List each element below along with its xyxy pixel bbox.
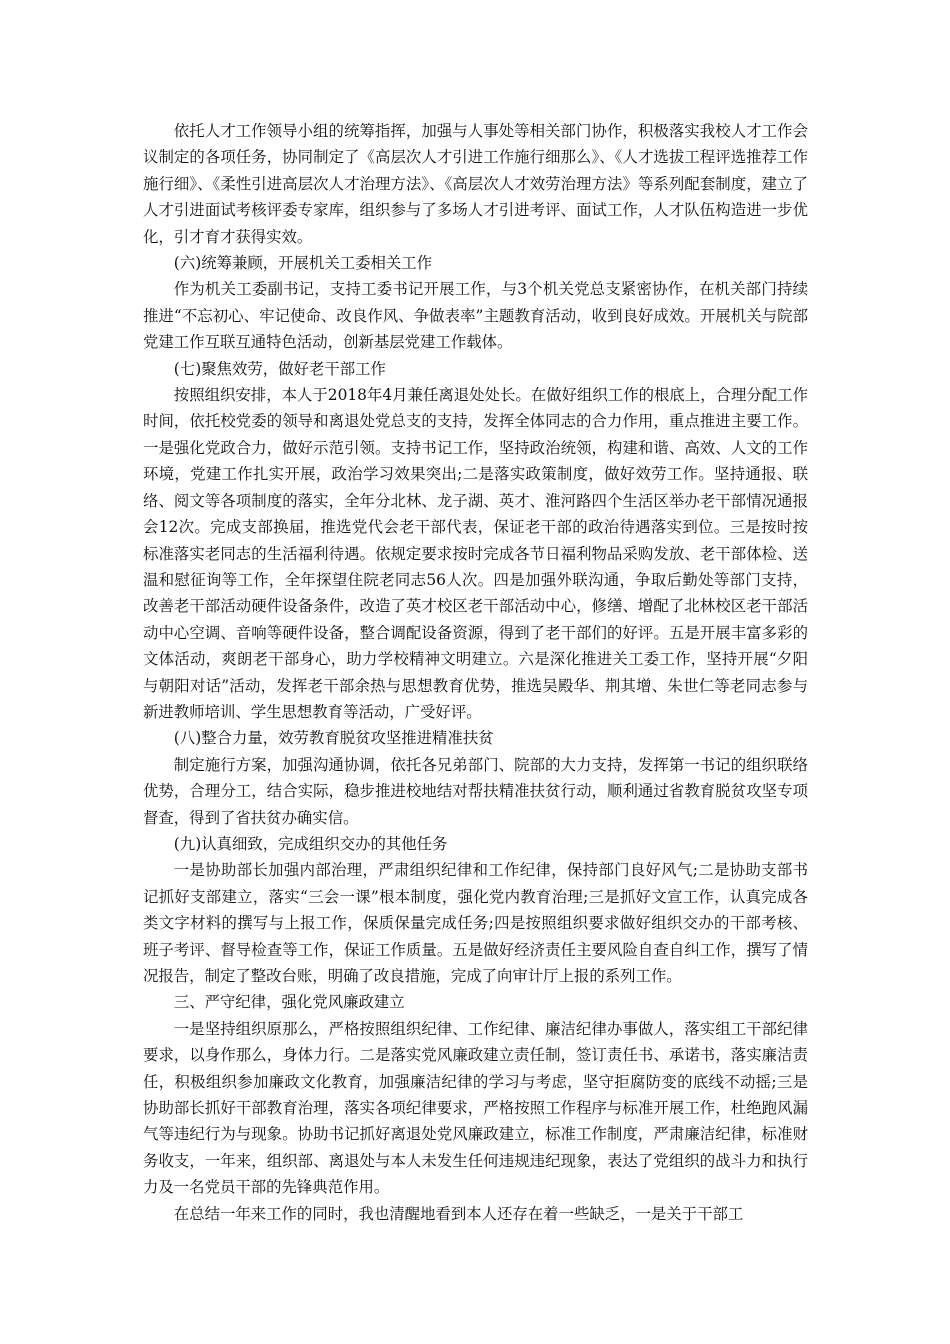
heading-section-9: (九)认真细致，完成组织交办的其他任务 [173, 834, 448, 853]
paragraph-other-tasks: 一是协助部长加强内部治理，严肃组织纪律和工作纪律，保持部门良好风气;二是协助支部书记抓好支部建立，落实“三会一课”根本制度，强化党内教育治理;三是抓好文宣工作，认真完成各类文字材料的撰写与上报工作，保质保量完成任务;四是按照组织要求做好组织交办的干部考核、班子考评、督导检查等工作，保证工作质量。五是做好经济责任主要风险自查自纠工作，撰写了情况报告，制定了整改台账，明确了改良措施，完成了向审计厅上报的系列工作。 [143, 861, 808, 985]
paragraph-retired-cadres: 按照组织安排，本人于2018年4月兼任离退处处长。在做好组织工作的根底上，合理分配工作时间，依托校党委的领导和离退处党总支的支持，发挥全体同志的合力作用，重点推进主要工作。一是强化党政合力，做好示范引领。支持书记工作，坚持政治统领，构建和谐、高效、人文的工作环境，党建工作扎实开展，政治学习效果突出;二是落实政策制度，做好效劳工作。坚持通报、联络、阅文等各项制度的落实，全年分北林、龙子湖、英才、淮河路四个生活区举办老干部情况通报会12次。完成支部换届，推选党代会老干部代表，保证老干部的政治待遇落实到位。三是按时按标准落实老同志的生活福利待遇。依规定要求按时完成各节日福利物品采购发放、老干部体检、送温和慰征询等工作，全年探望住院老同志56人次。四是加强外联沟通，争取后勤处等部门支持，改善老干部活动硬件设备条件，改造了英才校区老干部活动中心，修缮、增配了北林校区老干部活动中心空调、音响等硬件设备，整合调配设备资源，得到了老干部们的好评。五是开展丰富多彩的文体活动，爽朗老干部身心，助力学校精神文明建立。六是深化推进关工委工作，坚持开展“夕阳与朝阳对话”活动，发挥老干部余热与思想教育优势，推选吴殿华、荆其增、朱世仁等老同志参与新进教师培训、学生思想教育等活动，广受好评。 [143, 386, 808, 721]
paragraph-discipline: 一是坚持组织原那么，严格按照组织纪律、工作纪律、廉洁纪律办事做人，落实组工干部纪律要求，以身作那么，身体力行。二是落实党风廉政建立责任制，签订责任书、承诺书，落实廉洁责任，积极组织参加廉政文化教育，加强廉洁纪律的学习与考虑，坚守拒腐防变的底线不动摇;三是协助部长抓好干部教育治理，落实各项纪律要求，严格按照工作程序与标准开展工作，杜绝跑风漏气等违纪行为与现象。协助书记抓好离退处党风廉政建立，标准工作制度，严肃廉洁纪律，标准财务收支，一年来，组织部、离退处与本人未发生任何违规违纪现象，表达了党组织的战斗力和执行力及一名党员干部的先锋典范作用。 [143, 1019, 808, 1197]
paragraph-shortcomings: 在总结一年来工作的同时，我也清醒地看到本人还存在着一些缺乏，一是关于干部工 [173, 1204, 744, 1223]
heading-section-8: (八)整合力量，效劳教育脱贫攻坚推进精准扶贫 [173, 729, 494, 748]
document-body [143, 118, 808, 1227]
paragraph-party-committee: 作为机关工委副书记，支持工委书记开展工作，与3个机关党总支紧密协作，在机关部门持续推进“不忘初心、牢记使命、改良作风、争做表率”主题教育活动，收到良好成效。开展机关与院部党建工作互联互通特色活动，创新基层党建工作载体。 [143, 280, 808, 352]
heading-section-6: (六)统筹兼顾，开展机关工委相关工作 [173, 254, 433, 273]
paragraph-talent-work: 依托人才工作领导小组的统筹指挥，加强与人事处等相关部门协作，积极落实我校人才工作会议制定的各项任务，协同制定了《高层次人才引进工作施行细那么》、《人才选拔工程评选推荐工作施行细》、《柔性引进高层次人才治理方法》、《高层次人才效劳治理方法》等系列配套制度，建立了人才引进面试考核评委专家库，组织参与了多场人才引进考评、面试工作，人才队伍构造进一步优化，引才育才获得实效。 [143, 122, 808, 246]
paragraph-poverty-alleviation: 制定施行方案，加强沟通协调，依托各兄弟部门、院部的大力支持，发挥第一书记的组织联络优势，合理分工，结合实际，稳步推进校地结对帮扶精准扶贫行动，顺利通过省教育脱贫攻坚专项督查，得到了省扶贫办确实信。 [143, 755, 808, 827]
heading-section-7: (七)聚焦效劳，做好老干部工作 [173, 359, 386, 378]
heading-part-3: 三、严守纪律，强化党风廉政建立 [173, 993, 405, 1012]
